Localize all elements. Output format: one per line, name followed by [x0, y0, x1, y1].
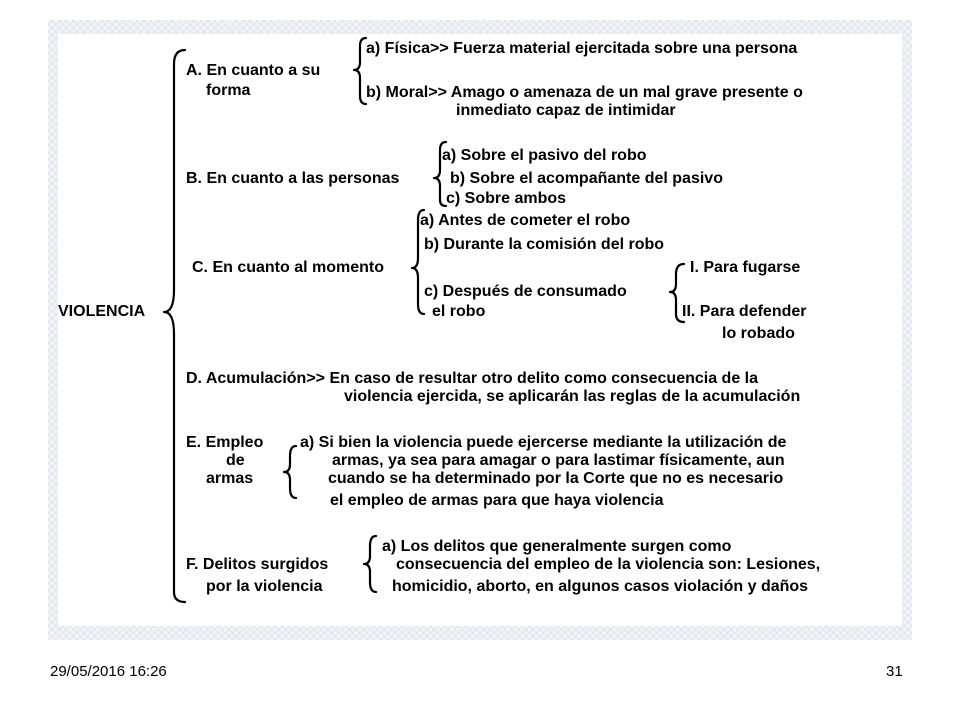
section-c-item-a: a) Antes de cometer el robo — [420, 212, 631, 229]
section-f-label: F. Delitos surgidos — [186, 556, 329, 573]
section-a-item-b: b) Moral>> Amago o amenaza de un mal grave presente o — [366, 84, 803, 101]
section-f-text-cont: consecuencia del empleo de la violencia son: Lesiones, — [396, 556, 821, 573]
section-e-label: E. Empleo — [186, 434, 264, 451]
section-e-text-cont2: cuando se ha determinado por la Corte que no es necesario — [328, 470, 784, 487]
section-b-label: B. En cuanto a las personas — [186, 170, 400, 187]
section-e-text: a) Si bien la violencia puede ejercerse mediante la utilización de — [300, 434, 787, 451]
section-c-label: C. En cuanto al momento — [192, 259, 385, 276]
section-a-label: A. En cuanto a su — [186, 62, 321, 79]
section-e-text-cont: armas, ya sea para amagar o para lastimar físicamente, aun — [332, 452, 785, 469]
section-b-item-a: a) Sobre el pasivo del robo — [442, 147, 647, 164]
section-a-item-a: a) Física>> Fuerza material ejercitada sobre una persona — [366, 40, 798, 57]
section-b-item-b: b) Sobre el acompañante del pasivo — [450, 170, 723, 187]
section-d-text: D. Acumulación>> En caso de resultar otro delito como consecuencia de la — [186, 370, 759, 387]
section-c-item-c: c) Después de consumado — [424, 283, 627, 300]
section-f-text: a) Los delitos que generalmente surgen como — [382, 538, 732, 555]
footer-datetime: 29/05/2016 16:26 — [50, 663, 167, 680]
section-e-label-cont: de — [226, 452, 245, 469]
root-label: VIOLENCIA — [58, 303, 146, 320]
section-f-text-cont2: homicidio, aborto, en algunos casos violación y daños — [392, 578, 809, 595]
section-c-sub-i: I. Para fugarse — [690, 259, 801, 276]
section-d-text-cont: violencia ejercida, se aplicarán las reglas de la acumulación — [344, 388, 801, 405]
section-f-label-cont: por la violencia — [206, 578, 323, 595]
footer-page-number: 31 — [886, 663, 903, 680]
section-e-text-cont3: el empleo de armas para que haya violencia — [330, 492, 664, 509]
section-c-item-c-cont: el robo — [432, 303, 486, 320]
section-c-sub-ii: II. Para defender — [682, 303, 807, 320]
section-c-item-b: b) Durante la comisión del robo — [424, 236, 665, 253]
section-c-sub-ii-cont: lo robado — [722, 325, 795, 342]
section-e-label-cont2: armas — [206, 470, 254, 487]
section-a-label-cont: forma — [206, 82, 251, 99]
section-a-item-b-cont: inmediato capaz de intimidar — [456, 102, 676, 119]
section-b-item-c: c) Sobre ambos — [446, 190, 567, 207]
